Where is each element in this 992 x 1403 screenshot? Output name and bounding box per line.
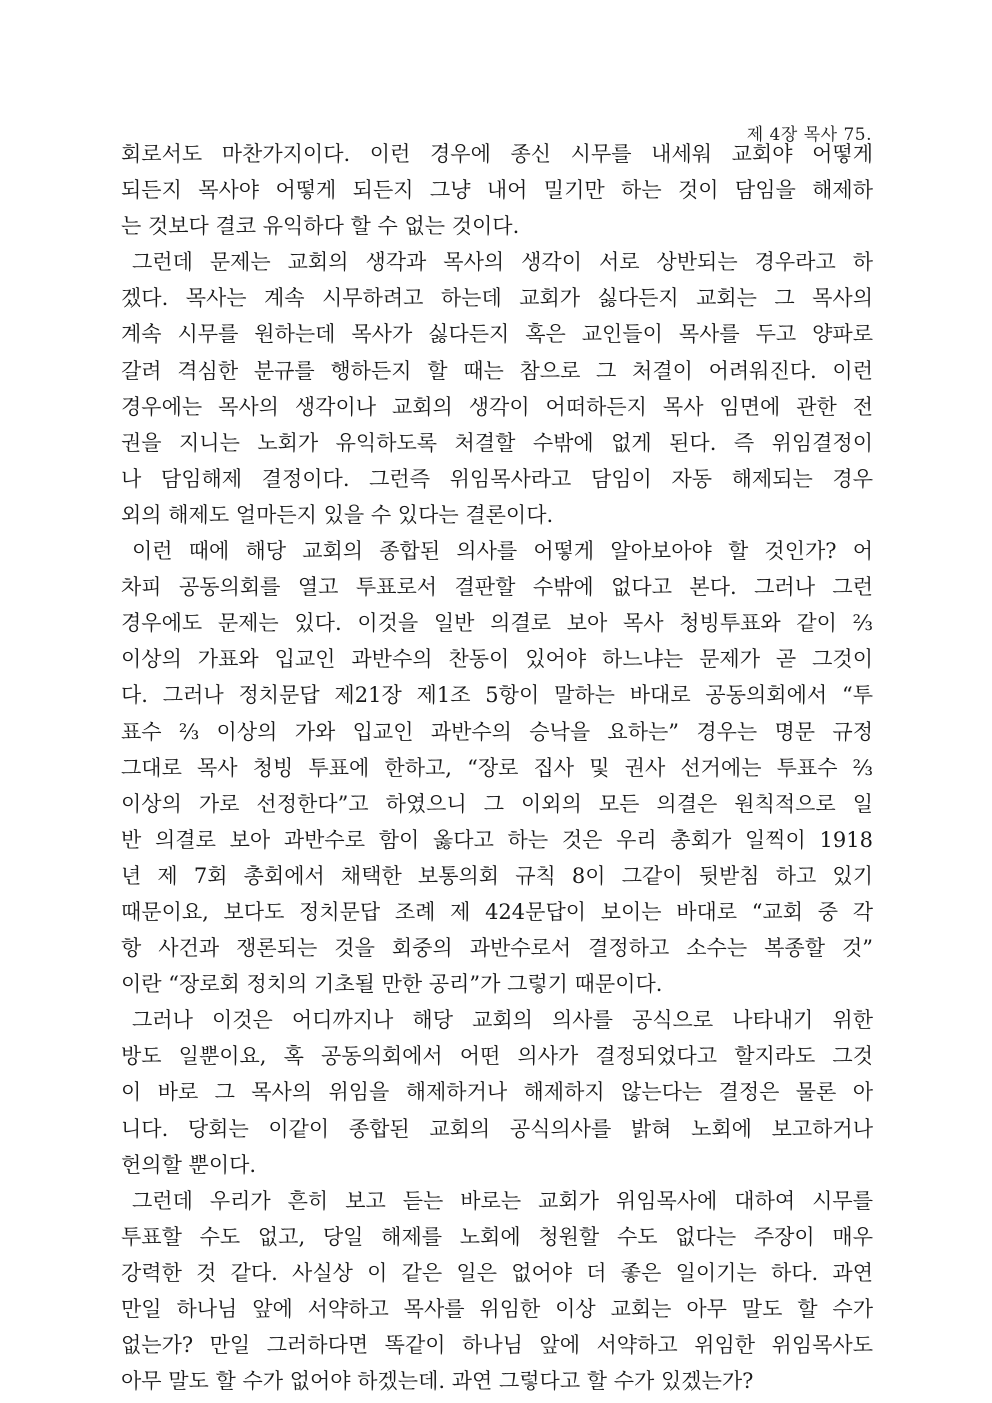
text-line: 그대로 목사 청빙 투표에 한하고, “장로 집사 및 권사 선거에는 투표수 ⅔ [121,755,873,780]
text-line: 이 바로 그 목사의 위임을 해제하거나 해제하지 않는다는 결정은 물론 아 [121,1080,873,1105]
text-line: 겠다. 목사는 계속 시무하려고 하는데 교회가 싫다든지 교회는 그 목사의 [121,286,873,311]
body-text [121,136,873,1399]
text-line: 다. 그러나 정치문답 제21장 제1조 5항이 말하는 바대로 공동의회에서 “투 [121,683,873,708]
running-head: 제 4장 목사 75. [746,125,872,145]
text-line: 이상의 가로 선정한다”고 하였으니 그 이외의 모든 의결은 원칙적으로 일 [121,791,873,816]
text-line: 나 담임해제 결정이다. 그런즉 위임목사라고 담임이 자동 해제되는 경우 [121,466,873,491]
text-line: 때문이요, 보다도 정치문답 조례 제 424문답이 보이는 바대로 “교회 중 각 [121,899,873,924]
paragraph-first-line: 그런데 우리가 흔히 보고 듣는 바로는 교회가 위임목사에 대하여 시무를 [132,1188,873,1213]
text-line: 없는가? 만일 그러하다면 똑같이 하나님 앞에 서약하고 위임한 위임목사도 [121,1333,873,1358]
text-line: 계속 시무를 원하는데 목사가 싫다든지 혹은 교인들이 목사를 두고 양파로 [121,322,873,347]
text-line: 외의 해제도 얼마든지 있을 수 있다는 결론이다. [121,502,554,527]
text-line: 회로서도 마찬가지이다. 이런 경우에 종신 시무를 내세워 교회야 어떻게 [121,142,873,166]
text-line: 권을 지니는 노회가 유익하도록 처결할 수밖에 없게 된다. 즉 위임결정이 [121,430,873,455]
text-line: 되든지 목사야 어떻게 되든지 그냥 내어 밀기만 하는 것이 담임을 해제하 [121,178,873,203]
text-line: 표수 ⅔ 이상의 가와 입교인 과반수의 승낙을 요하는” 경우는 명문 규정 [121,719,873,744]
text-line: 반 의결로 보아 과반수로 함이 옳다고 하는 것은 우리 총회가 일찍이 1918 [121,827,873,852]
text-line: 갈려 격심한 분규를 행하든지 할 때는 참으로 그 처결이 어려워진다. 이런 [121,358,873,383]
text-line: 헌의할 뿐이다. [121,1152,257,1177]
text-line: 차피 공동의회를 열고 투표로서 결판할 수밖에 없다고 본다. 그러나 그런 [121,575,873,600]
text-line: 투표할 수도 없고, 당일 해제를 노회에 청원할 수도 없다는 주장이 매우 [121,1224,873,1249]
paragraph-first-line: 그런데 문제는 교회의 생각과 목사의 생각이 서로 상반되는 경우라고 하 [132,250,873,275]
paragraph-first-line: 이런 때에 해당 교회의 종합된 의사를 어떻게 알아보아야 할 것인가? 어 [132,539,873,564]
text-line: 는 것보다 결코 유익하다 할 수 없는 것이다. [121,214,520,239]
text-line: 경우에는 목사의 생각이나 교회의 생각이 어떠하든지 목사 임면에 관한 전 [121,394,873,419]
text-line: 니다. 당회는 이같이 종합된 교회의 공식의사를 밝혀 노회에 보고하거나 [121,1116,873,1141]
text-line: 아무 말도 할 수가 없어야 하겠는데. 과연 그렇다고 할 수가 있겠는가? [121,1369,754,1394]
text-line: 방도 일뿐이요, 혹 공동의회에서 어떤 의사가 결정되었다고 할지라도 그것 [121,1044,873,1069]
text-line: 이상의 가표와 입교인 과반수의 찬동이 있어야 하느냐는 문제가 곧 그것이 [121,647,873,672]
text-line: 만일 하나님 앞에 서약하고 목사를 위임한 이상 교회는 아무 말도 할 수가 [121,1297,873,1321]
text-line: 년 제 7회 총회에서 채택한 보통의회 규칙 8이 그같이 뒷받침 하고 있기 [121,863,873,888]
text-line: 경우에도 문제는 있다. 이것을 일반 의결로 보아 목사 청빙투표와 같이 ⅔ [121,611,873,636]
text-line: 항 사건과 쟁론되는 것을 회중의 과반수로서 결정하고 소수는 복종할 것” [121,936,873,961]
text-line: 이란 “장로회 정치의 기초될 만한 공리”가 그렇기 때문이다. [121,972,663,997]
text-line: 강력한 것 같다. 사실상 이 같은 일은 없어야 더 좋은 일이기는 하다. 과연 [121,1260,873,1285]
paragraph-first-line: 그러나 이것은 어디까지나 해당 교회의 의사를 공식으로 나타내기 위한 [132,1008,873,1033]
